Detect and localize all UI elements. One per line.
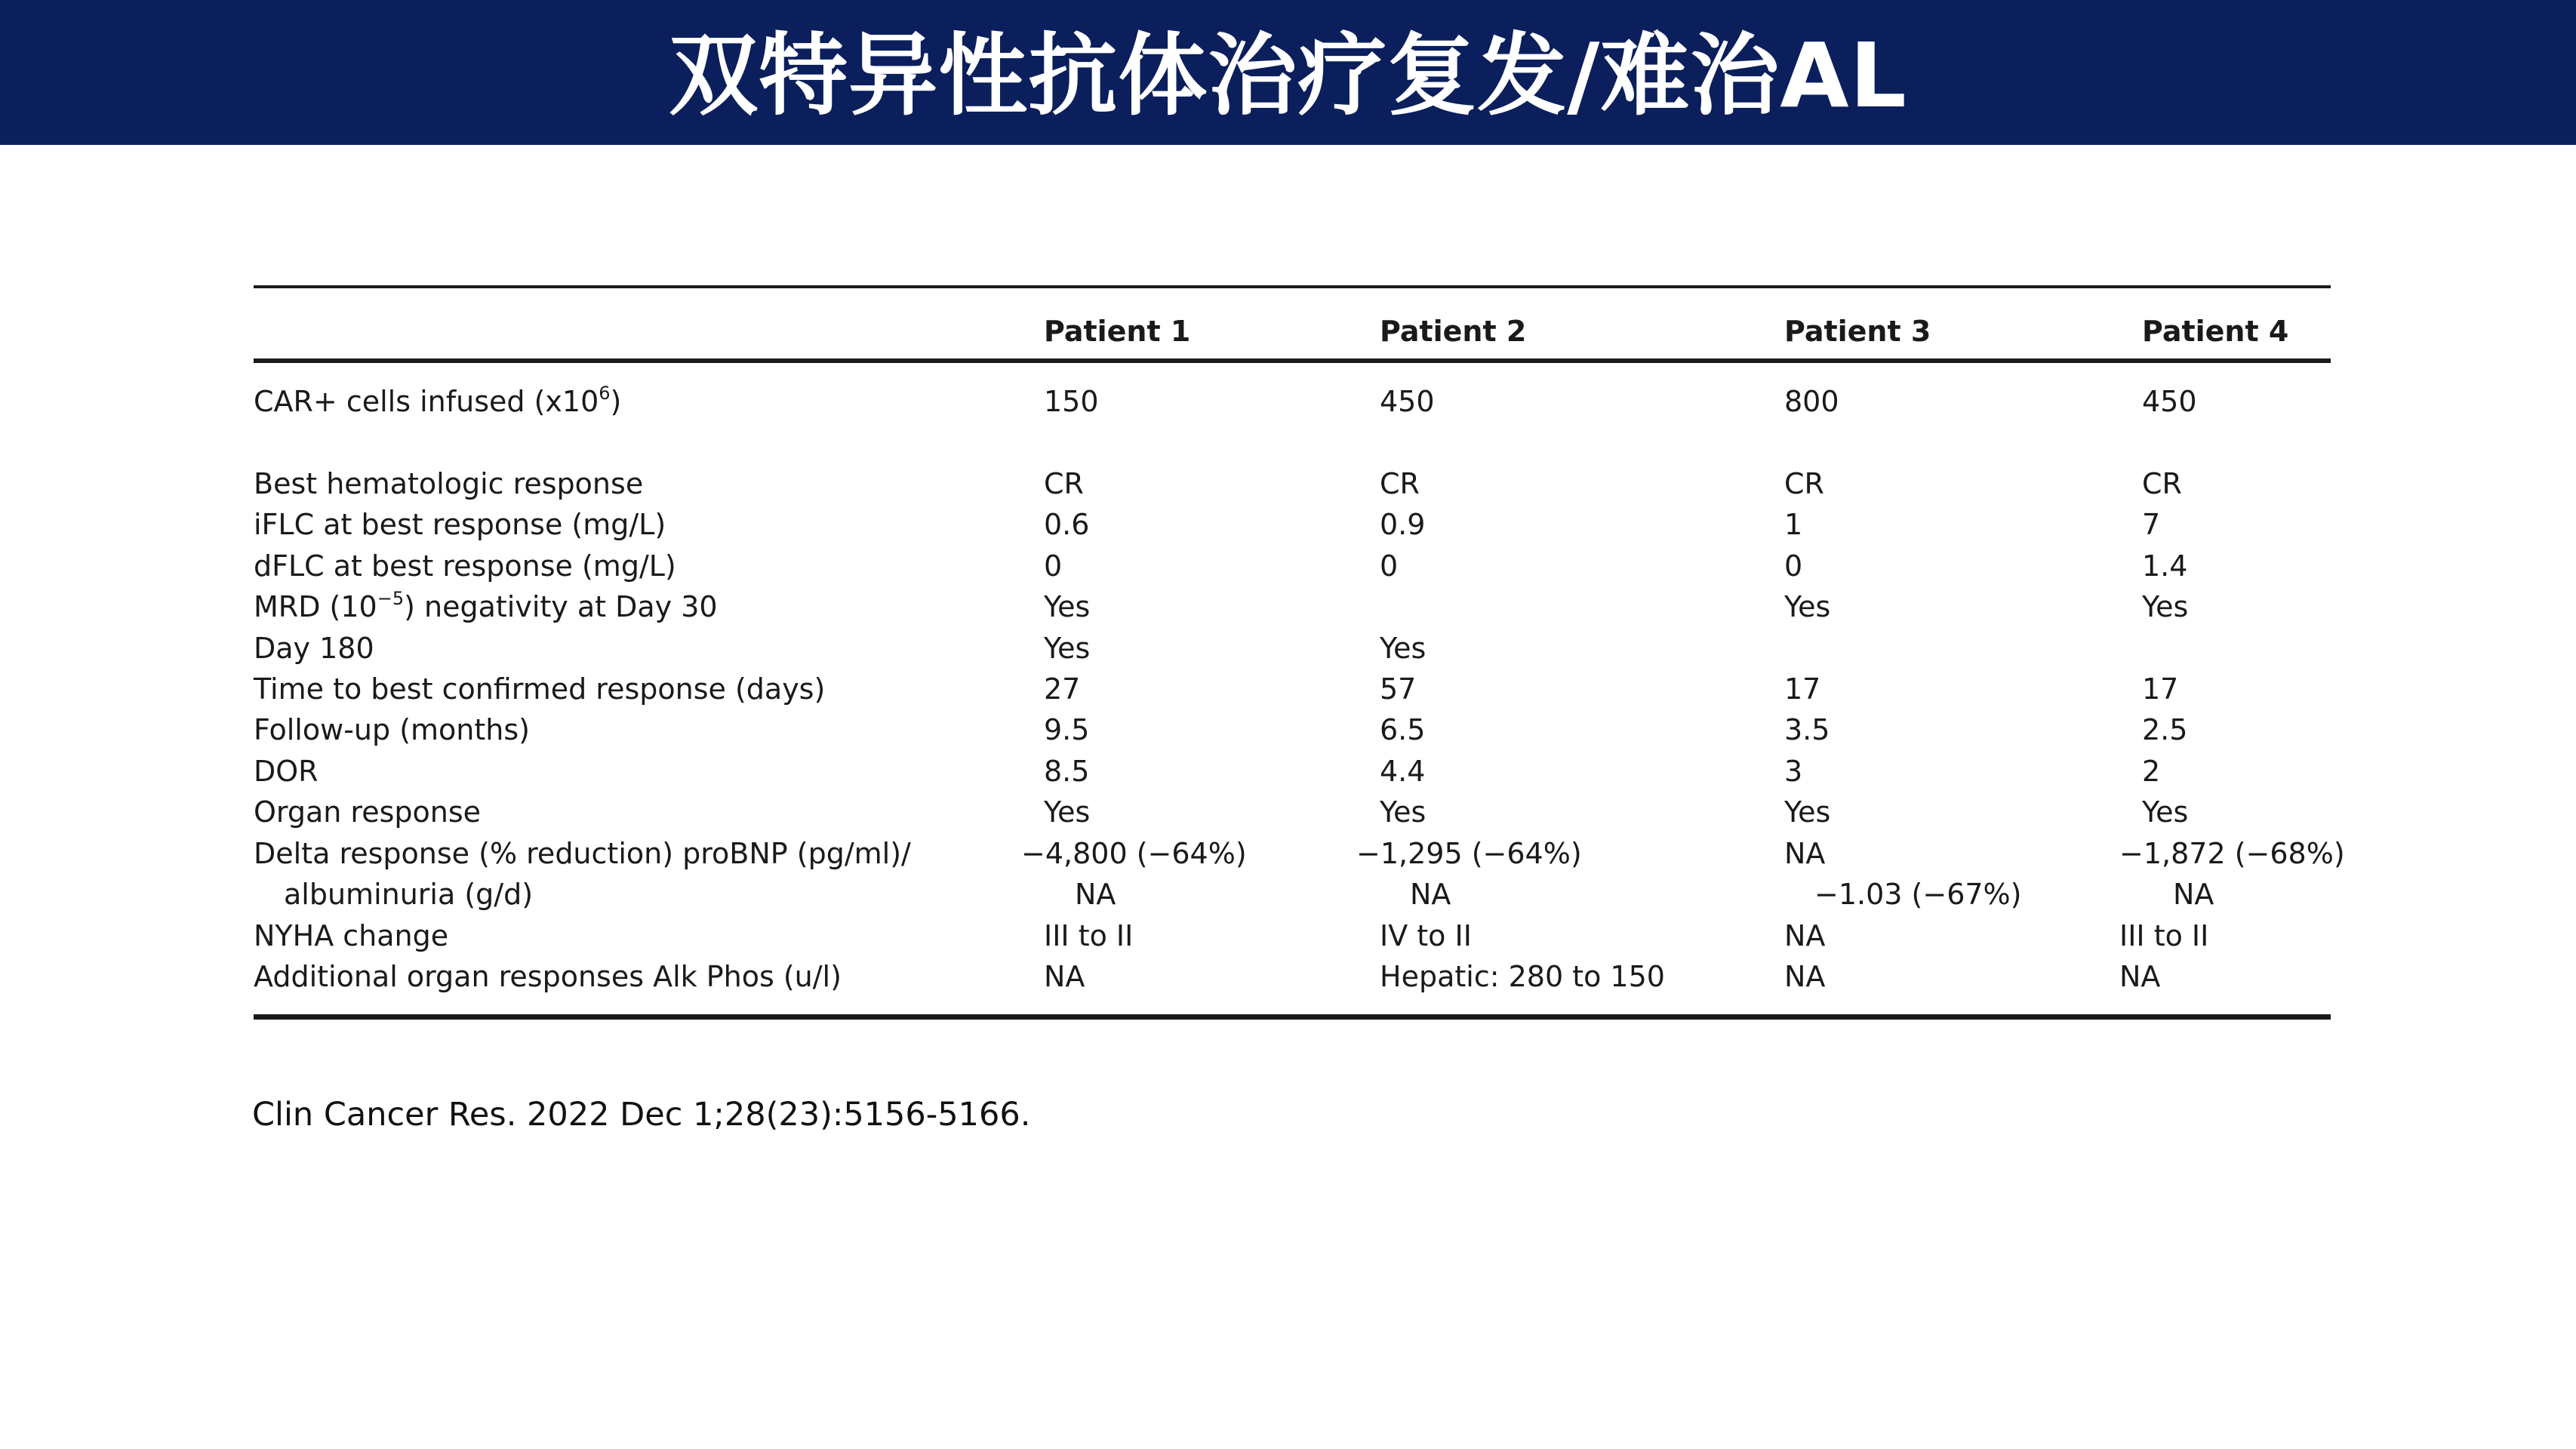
cell-organ-p4: Yes <box>2142 795 2189 829</box>
cell-dflc-p3: 0 <box>1784 549 1803 583</box>
cell-followup-p4: 2.5 <box>2142 713 2188 746</box>
cell-additional-p2: Hepatic: 280 to 150 <box>1380 960 1665 993</box>
row-label-delta-probnp: Delta response (% reduction) proBNP (pg/ml)/ <box>254 837 911 870</box>
cell-dflc-p4: 1.4 <box>2142 549 2188 583</box>
cell-mrd30-p1: Yes <box>1044 590 1091 623</box>
cell-mrd30-p3: Yes <box>1784 590 1831 623</box>
cell-time-p1: 27 <box>1044 672 1081 706</box>
row-label-mrd-superscript: −5 <box>377 588 405 609</box>
cell-time-p4: 17 <box>2142 672 2179 706</box>
row-label-mrd-day30 <box>254 588 718 623</box>
cell-iflc-p3: 1 <box>1784 508 1803 541</box>
table-bottom-rule <box>254 1014 2331 1020</box>
cell-organ-p2: Yes <box>1380 795 1426 829</box>
citation: Clin Cancer Res. 2022 Dec 1;28(23):5156-5166. <box>252 1096 1031 1134</box>
cell-time-p3: 17 <box>1784 672 1821 706</box>
cell-car-cells-p2: 450 <box>1380 385 1435 418</box>
cell-day180-p1: Yes <box>1044 632 1091 665</box>
row-label-day180: Day 180 <box>254 632 374 665</box>
row-label-car-cells-superscript: 6 <box>599 383 611 404</box>
header-patient-2: Patient 2 <box>1380 315 1527 348</box>
row-label-albuminuria: albuminuria (g/d) <box>284 878 534 911</box>
cell-mrd30-p4: Yes <box>2142 590 2189 623</box>
cell-nyha-p3: NA <box>1784 919 1826 952</box>
row-label-iflc: iFLC at best response (mg/L) <box>254 508 666 541</box>
cell-car-cells-p4: 450 <box>2142 385 2197 418</box>
header-patient-4: Patient 4 <box>2142 315 2289 348</box>
cell-probnp-p4: −1,872 (−68%) <box>2119 837 2345 870</box>
cell-time-p2: 57 <box>1380 672 1417 706</box>
cell-day180-p2: Yes <box>1380 632 1426 665</box>
cell-best-hem-p3: CR <box>1784 467 1824 500</box>
cell-followup-p1: 9.5 <box>1044 713 1090 746</box>
cell-organ-p3: Yes <box>1784 795 1831 829</box>
cell-best-hem-p4: CR <box>2142 467 2182 500</box>
header-patient-1: Patient 1 <box>1044 315 1191 348</box>
cell-followup-p3: 3.5 <box>1784 713 1830 746</box>
cell-albuminuria-p4: NA <box>2173 878 2214 911</box>
row-label-nyha-change: NYHA change <box>254 919 449 952</box>
cell-car-cells-p3: 800 <box>1784 385 1839 418</box>
row-label-dor: DOR <box>254 755 319 788</box>
cell-iflc-p4: 7 <box>2142 508 2161 541</box>
cell-nyha-p2: IV to II <box>1380 919 1472 952</box>
cell-followup-p2: 6.5 <box>1380 713 1426 746</box>
cell-dflc-p1: 0 <box>1044 549 1063 583</box>
cell-nyha-p1: III to II <box>1044 919 1134 952</box>
cell-dor-p2: 4.4 <box>1380 755 1426 788</box>
cell-albuminuria-p3: −1.03 (−67%) <box>1814 878 2022 911</box>
slide-title: 双特异性抗体治疗复发/难治AL <box>669 23 1907 128</box>
row-label-best-hematologic-response: Best hematologic response <box>254 467 644 500</box>
cell-probnp-p1: −4,800 (−64%) <box>1021 837 1247 870</box>
row-label-follow-up: Follow-up (months) <box>254 713 530 746</box>
cell-dor-p1: 8.5 <box>1044 755 1090 788</box>
cell-iflc-p1: 0.6 <box>1044 508 1090 541</box>
cell-iflc-p2: 0.9 <box>1380 508 1426 541</box>
row-label-mrd-rest: ) negativity at Day 30 <box>404 590 718 623</box>
table-header-rule <box>254 358 2331 363</box>
cell-organ-p1: Yes <box>1044 795 1091 829</box>
table-top-rule <box>254 285 2331 288</box>
cell-additional-p1: NA <box>1044 960 1085 993</box>
cell-dor-p4: 2 <box>2142 755 2161 788</box>
cell-albuminuria-p2: NA <box>1410 878 1451 911</box>
cell-albuminuria-p1: NA <box>1075 878 1116 911</box>
cell-dor-p3: 3 <box>1784 755 1803 788</box>
row-label-additional-organ: Additional organ responses Alk Phos (u/l) <box>254 960 842 993</box>
cell-best-hem-p1: CR <box>1044 467 1084 500</box>
cell-additional-p4: NA <box>2119 960 2161 993</box>
row-label-car-cells-text: CAR+ cells infused (x10 <box>254 385 599 418</box>
cell-probnp-p2: −1,295 (−64%) <box>1356 837 1582 870</box>
cell-dflc-p2: 0 <box>1380 549 1399 583</box>
cell-car-cells-p1: 150 <box>1044 385 1099 418</box>
row-label-car-cells <box>254 383 622 418</box>
cell-nyha-p4: III to II <box>2119 919 2209 952</box>
row-label-car-cells-close: ) <box>610 385 622 418</box>
cell-best-hem-p2: CR <box>1380 467 1420 500</box>
row-label-organ-response: Organ response <box>254 795 482 829</box>
cell-additional-p3: NA <box>1784 960 1826 993</box>
cell-probnp-p3: NA <box>1784 837 1826 870</box>
header-patient-3: Patient 3 <box>1784 315 1931 348</box>
row-label-dflc: dFLC at best response (mg/L) <box>254 549 676 583</box>
row-label-mrd-text: MRD (10 <box>254 590 377 623</box>
row-label-time-to-response: Time to best confirmed response (days) <box>254 672 826 706</box>
